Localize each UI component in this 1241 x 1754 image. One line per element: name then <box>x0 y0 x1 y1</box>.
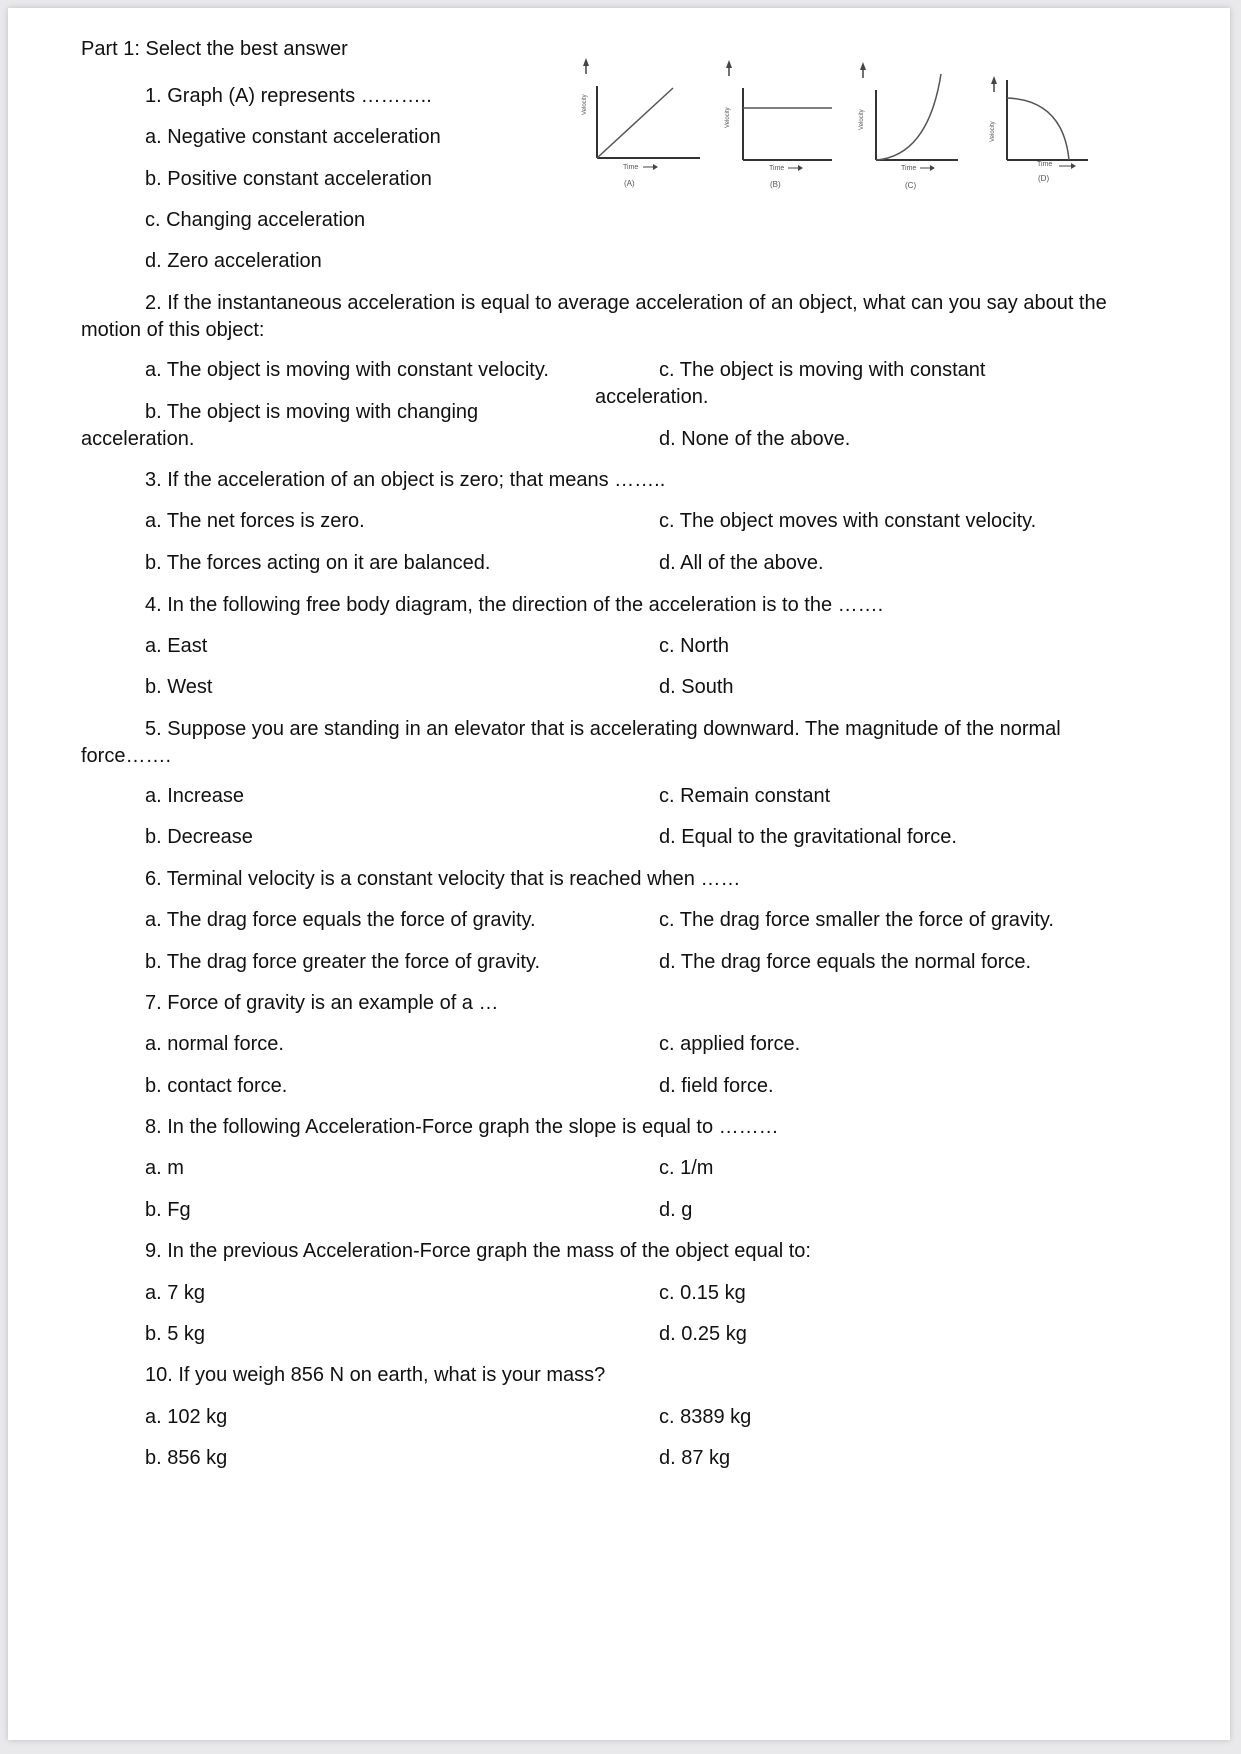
question-text: 6. Terminal velocity is a constant velocity that is reached when …… <box>145 868 741 890</box>
option-c: c. North <box>659 635 730 657</box>
question-text: 2. If the instantaneous acceleration is equal to average acceleration of an object, what can you say about the <box>145 292 1107 314</box>
option-c-continued: acceleration. <box>595 386 709 408</box>
option-c: c. 0.15 kg <box>659 1282 746 1304</box>
option-a: a. Increase <box>145 785 244 807</box>
option-c: c. Changing acceleration <box>145 209 366 231</box>
graph-d-time-label: Time <box>1037 161 1053 168</box>
graph-d-label: (D) <box>1038 174 1050 183</box>
option-a: a. m <box>145 1157 184 1179</box>
question-text: 4. In the following free body diagram, the direction of the acceleration is to the ……. <box>145 594 884 616</box>
option-c: c. The object is moving with constant <box>659 359 986 381</box>
graph-b-velocity-label: Velocity <box>725 107 731 128</box>
option-c: c. applied force. <box>659 1033 801 1055</box>
question-text: 1. Graph (A) represents ……….. <box>145 85 432 107</box>
question-text: 9. In the previous Acceleration-Force graph the mass of the object equal to: <box>145 1240 811 1262</box>
option-d: d. Zero acceleration <box>145 250 322 272</box>
graph-d-velocity-label: Velocity <box>990 121 996 142</box>
option-a: a. The object is moving with constant velocity. <box>145 359 549 381</box>
option-d: d. 0.25 kg <box>659 1323 747 1345</box>
worksheet-page <box>8 8 1230 1740</box>
graph-d <box>990 76 1088 183</box>
option-b: b. Positive constant acceleration <box>145 168 432 190</box>
option-b-continued: acceleration. <box>81 428 195 450</box>
part-title: Part 1: Select the best answer <box>81 38 348 60</box>
option-b: b. West <box>145 676 213 698</box>
option-d: d. g <box>659 1199 693 1221</box>
option-a: a. The net forces is zero. <box>145 510 365 532</box>
option-a: a. 7 kg <box>145 1282 206 1304</box>
option-d: d. South <box>659 676 734 698</box>
graphs-figure <box>583 46 1138 222</box>
option-c: c. 1/m <box>659 1157 714 1179</box>
graph-a-velocity-label: Velocity <box>582 94 588 115</box>
question-text: 3. If the acceleration of an object is zero; that means …….. <box>145 469 666 491</box>
option-d: d. All of the above. <box>659 552 824 574</box>
option-c: c. Remain constant <box>659 785 831 807</box>
graph-a <box>582 58 700 188</box>
option-a: a. The drag force equals the force of gravity. <box>145 909 536 931</box>
velocity-time-graphs <box>583 46 1138 222</box>
option-b: b. Fg <box>145 1199 191 1221</box>
question-text: 10. If you weigh 856 N on earth, what is your mass? <box>145 1364 606 1386</box>
option-a: a. Negative constant acceleration <box>145 126 441 148</box>
option-b: b. The forces acting on it are balanced. <box>145 552 491 574</box>
option-c: c. The drag force smaller the force of gravity. <box>659 909 1054 931</box>
question-text: 7. Force of gravity is an example of a … <box>145 992 499 1014</box>
option-b: b. Decrease <box>145 826 253 848</box>
option-b: b. contact force. <box>145 1075 288 1097</box>
option-c: c. 8389 kg <box>659 1406 752 1428</box>
graph-b-time-label: Time <box>769 165 785 172</box>
option-d: d. Equal to the gravitational force. <box>659 826 957 848</box>
option-a: a. normal force. <box>145 1033 284 1055</box>
option-d: d. None of the above. <box>659 428 851 450</box>
option-c: c. The object moves with constant velocity. <box>659 510 1037 532</box>
question-text-continued: force……. <box>81 745 172 767</box>
question-text: 5. Suppose you are standing in an elevator that is accelerating downward. The magnitude of the normal <box>145 718 1061 740</box>
option-b: b. The object is moving with changing <box>145 401 479 423</box>
graph-b <box>725 60 832 189</box>
graph-b-label: (B) <box>770 180 781 189</box>
option-b: b. 856 kg <box>145 1447 228 1469</box>
option-a: a. East <box>145 635 208 657</box>
option-d: d. The drag force equals the normal force. <box>659 951 1032 973</box>
graph-c-time-label: Time <box>901 165 917 172</box>
question-text: 8. In the following Acceleration-Force graph the slope is equal to ……… <box>145 1116 779 1138</box>
graph-a-label: (A) <box>624 179 635 188</box>
graph-a-time-label: Time <box>623 164 639 171</box>
option-d: d. field force. <box>659 1075 774 1097</box>
question-text-continued: motion of this object: <box>81 319 265 341</box>
option-b: b. 5 kg <box>145 1323 206 1345</box>
graph-c-velocity-label: Velocity <box>859 109 865 130</box>
graph-c-label: (C) <box>905 181 917 190</box>
option-b: b. The drag force greater the force of gravity. <box>145 951 541 973</box>
option-a: a. 102 kg <box>145 1406 228 1428</box>
option-d: d. 87 kg <box>659 1447 731 1469</box>
graph-c <box>859 62 958 190</box>
